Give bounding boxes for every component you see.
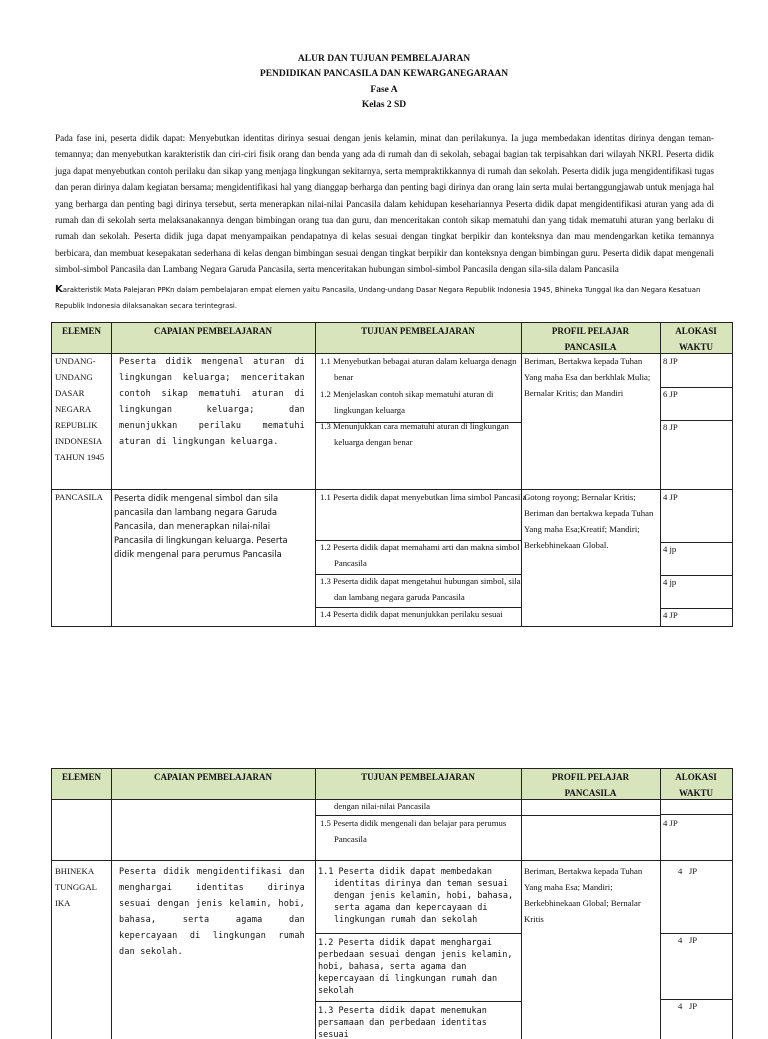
- elemen-uud: UNDANG-UNDANG DASAR NEGARA REPUBLIK INDONESIA TAHUN 1945: [55, 356, 105, 462]
- header-profil: PROFIL PELAJAR PANCASILA: [551, 772, 630, 798]
- fase-label: Fase A: [370, 85, 398, 95]
- header-tujuan: TUJUAN PEMBELAJARAN: [361, 772, 475, 782]
- atp-table-1: [51, 322, 733, 627]
- tujuan-bhineka-1-2: 1.2 Peserta didik dapat menghargai perbedaan sesuai dengan jenis kelamin, hobi, bahasa, serta agama dan kepercayaan di lingkungan rumah dan sekolah: [318, 938, 513, 996]
- kelas-label: Kelas 2 SD: [361, 100, 407, 110]
- column-divider: [521, 769, 522, 1039]
- tujuan-bhineka-1-1: 1.1 Peserta didik dapat membedakan identitas dirinya dan teman sesuai dengan jenis kelamin, hobi, bahasa, serta agama dan kepercayaan di lingkungan rumah dan sekolah: [318, 867, 514, 925]
- karakteristik-dropcap: K: [55, 284, 63, 295]
- tujuan-bhineka-1-3: 1.3 Peserta didik dapat menemukan persamaan dan perbedaan identitas sesuai: [318, 1006, 487, 1039]
- tujuan-pancasila-1-2: 1.2 Peserta didik dapat memahami arti dan makna simbol Pancasila: [320, 542, 520, 568]
- header-tujuan: TUJUAN PEMBELAJARAN: [361, 326, 475, 336]
- capaian-uud: Peserta didik mengenal aturan di lingkungan keluarga; menceritakan contoh sikap mematuhi aturan di lingkungan keluarga; dan menunjukkan perilaku mematuhi aturan di lingkungan keluarga.: [119, 357, 305, 447]
- karakteristik-text: arakteristik Mata Palejaran PPKn dalam pembelajaran empat elemen yaitu Pancasila, Undang-undang Dasar Negara Republik Indonesia 1945, Bhineka Tunggal Ika dan Negara Kesatuan Republik Indonesia dilaksanakan secara terintegrasi.: [55, 286, 701, 310]
- doc-subtitle: PENDIDIKAN PANCASILA DAN KEWARGANEGARAAN: [259, 69, 509, 79]
- alokasi-bhineka-2: 4 JP: [678, 935, 698, 945]
- alokasi-pancasila-4: 4 JP: [663, 610, 678, 620]
- header-elemen: ELEMEN: [61, 772, 101, 782]
- row-divider: [315, 933, 521, 934]
- tujuan-pancasila-1-1: 1.1 Peserta didik dapat menyebutkan lima simbol Pancasila: [320, 492, 527, 502]
- alokasi-pancasila-1: 4 JP: [663, 492, 678, 502]
- tujuan-uud-1-2: 1.2 Menjelaskan contoh sikap mematuhi aturan di lingkungan keluarga: [320, 389, 494, 415]
- capaian-pancasila: Peserta didik mengenal simbol dan sila pancasila dan lambang negara Garuda Pancasila, dan menerapkan nilai-nilai Pancasila di lingkungan keluarga. Peserta didik mengenal para perumus Pancasila: [114, 493, 288, 559]
- tujuan-pancasila-1-3: 1.3 Peserta didik dapat mengetahui hubungan simbol, sila dan lambang negara garuda Pancasila: [320, 576, 521, 602]
- column-divider: [111, 323, 112, 626]
- elemen-pancasila: PANCASILA: [55, 492, 103, 502]
- karakteristik-paragraph: [55, 282, 714, 314]
- intro-paragraph: Pada fase ini, peserta didik dapat: Menyebutkan identitas dirinya sesuai dengan jenis kelamin, minat dan perilakunya. Ia juga membedakan identitas dirinya dengan teman-temannya; dan menyebutkan karakteristik dan ciri-ciri fisik orang dan benda yang ada di rumah dan di sekolah, sebagai bagian tak terpisahkan dari wilayah NKRI. Peserta didik juga dapat menyebutkan contoh perilaku dan sikap yang menjaga lingkungan sekitarnya, serta mempraktikkannya di rumah dan sekolah. Peserta didik juga mengidentifikasi tugas dan peran dirinya dalam kegiatan bersama; mengidentifikasi hal yang dianggap berharga dan penting bagi dirinya dan orang lain serta mulai bertanggungjawab untuk menjaga hal yang berharga dan penting bagi dirinya tersebut, serta menerapkan nilai-nilai Pancasila dalam kehidupan kesehariannya Peserta didik dapat mengidentifikasi aturan yang ada di rumah dan di sekolah serta melaksanakannya dengan bimbingan orang tua dan guru, dan menceritakan contoh sikap mematuhi dan yang tidak mematuhi aturan yang berlaku di rumah dan sekolah. Peserta didik juga dapat menyampaikan pendapatnya di kelas sesuai dengan tingkat berpikir dan konteksnya dan mau mendengarkan ketika temannya berbicara, dan membuat kesepakatan sederhana di kelas dengan bimbingan sesuai dengan tingkat berpikir dan konteksnya dengan bimbingan guru. Peserta didik dapat mengenali simbol-simbol Pancasila dan Lambang Negara Garuda Pancasila, serta menceritakan hubungan simbol-simbol Pancasila dengan sila-sila dalam Pancasila: [55, 133, 714, 275]
- alokasi-uud-2: 6 JP: [663, 389, 678, 399]
- profil-bhineka: Beriman, Bertakwa kepada Tuhan Yang maha Esa; Mandiri; Berkebhinekaan Global; Bernalar Kritis: [524, 866, 643, 924]
- column-divider: [315, 769, 316, 1039]
- table-header-row: [52, 323, 732, 354]
- alokasi-bhineka-1: 4 JP: [678, 866, 698, 876]
- alokasi-bhineka-3: 4 JP: [678, 1001, 698, 1011]
- header-capaian: CAPAIAN PEMBELAJARAN: [153, 326, 273, 336]
- alokasi-pancasila-3: 4 jp: [663, 577, 677, 587]
- column-divider: [111, 769, 112, 1039]
- profil-uud: Beriman, Bertakwa kepada Tuhan Yang maha Esa dan berkhlak Mulia; Bernalar Kritis; dan Mandiri: [524, 356, 651, 398]
- header-profil: PROFIL PELAJAR PANCASILA: [551, 326, 630, 352]
- alokasi-uud-3: 8 JP: [663, 422, 678, 432]
- alokasi-pancasila-5: 4 JP: [663, 818, 678, 828]
- doc-title: ALUR DAN TUJUAN PEMBELAJARAN: [297, 54, 471, 64]
- profil-pancasila: Gotong royong; Bernalar Kritis; Beriman dan bertakwa kepada Tuhan Yang maha Esa;Kreatif; Mandiri; Berkebhinekaan Global.: [524, 492, 654, 550]
- header-capaian: CAPAIAN PEMBELAJARAN: [153, 772, 273, 782]
- capaian-bhineka: Peserta didik mengidentifikasi dan menghargai identitas dirinya sesuai dengan jenis kelamin, hobi, bahasa, serta agama dan kepercayaan di lingkungan rumah dan sekolah.: [119, 867, 305, 957]
- elemen-bhineka: BHINEKA TUNGGAL IKA: [55, 866, 97, 908]
- header-alokasi: ALOKASI WAKTU: [675, 326, 717, 352]
- tujuan-continuation: dengan nilai-nilai Pancasila: [334, 801, 431, 811]
- alokasi-uud-1: 8 JP: [663, 356, 678, 366]
- column-divider: [315, 323, 316, 626]
- row-divider: [315, 1001, 521, 1002]
- row-divider: [52, 860, 732, 861]
- header-alokasi: ALOKASI WAKTU: [675, 772, 717, 798]
- tujuan-pancasila-1-5: 1.5 Peserta didik mengenali dan belajar para perumus Pancasila: [320, 818, 507, 844]
- alokasi-pancasila-2: 4 jp: [663, 544, 677, 554]
- tujuan-pancasila-1-4: 1.4 Peserta didik dapat menunjukkan perilaku sesuai: [320, 609, 503, 619]
- table-header-row: [52, 769, 732, 800]
- tujuan-uud-1-1: 1.1 Menyebutkan bebagai aturan dalam keluarga denagn benar: [320, 356, 517, 382]
- header-elemen: ELEMEN: [61, 326, 101, 336]
- column-divider: [660, 323, 661, 626]
- atp-table-2: [51, 768, 733, 1039]
- tujuan-uud-1-3: 1.3 Menunjukkan cara mematuhi aturan di lingkungan keluarga dengan benar: [320, 421, 509, 447]
